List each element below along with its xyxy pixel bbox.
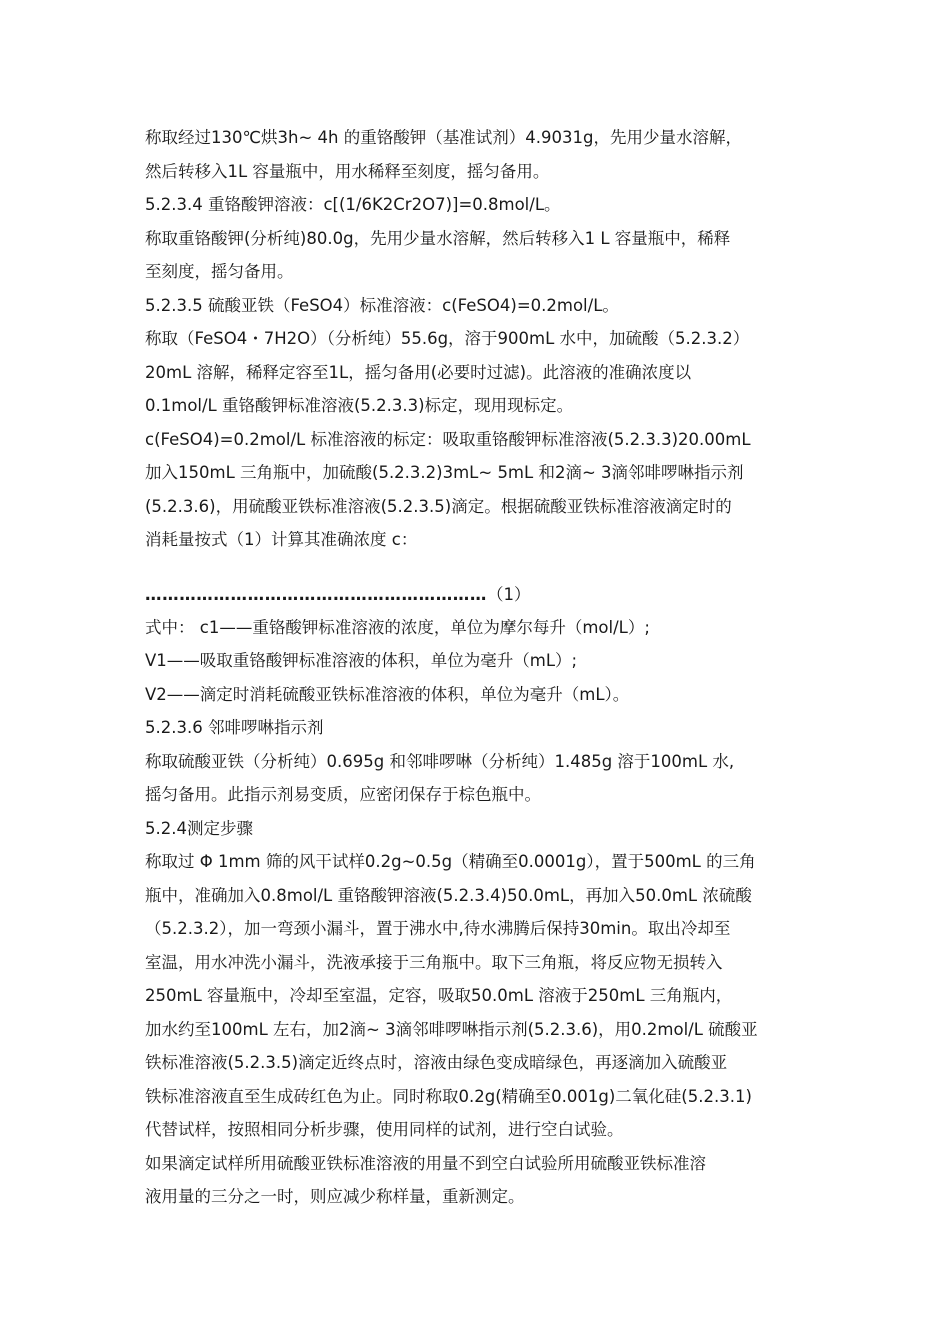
section-heading-5-2-3-4: 5.2.3.4 重铬酸钾溶液：c[(1/6K2Cr2O7)]=0.8mol/L。 bbox=[145, 195, 561, 214]
document-body bbox=[145, 121, 815, 1214]
text-line: 加入150mL 三角瓶中，加硫酸(5.2.3.2)3mL~ 5mL 和2滴~ 3滴邻啡啰啉指示剂 bbox=[145, 463, 744, 482]
text-line: 瓶中，准确加入0.8mol/L 重铬酸钾溶液(5.2.3.4)50.0mL，再加入50.0mL 浓硫酸 bbox=[145, 885, 752, 905]
text-line: 称取（FeSO4・7H2O）（分析纯）55.6g，溶于900mL 水中，加硫酸（5.2.3.2） bbox=[145, 329, 750, 348]
text-line: 称取经过130℃烘3h~ 4h 的重铬酸钾（基准试剂）4.9031g，先用少量水溶解， bbox=[145, 128, 742, 147]
text-line: 称取硫酸亚铁（分析纯）0.695g 和邻啡啰啉（分析纯）1.485g 溶于100mL 水, bbox=[145, 751, 735, 771]
text-line: 250mL 容量瓶中，冷却至室温，定容，吸取50.0mL 溶液于250mL 三角瓶内， bbox=[145, 986, 733, 1005]
text-line: 称取重铬酸钾(分析纯)80.0g，先用少量水溶解，然后转移入1 L 容量瓶中，稀释 bbox=[145, 228, 731, 248]
text-line: 代替试样，按照相同分析步骤，使用同样的试剂，进行空白试验。 bbox=[145, 1120, 624, 1139]
text-line: 室温，用水冲洗小漏斗，洗液承接于三角瓶中。取下三角瓶，将反应物无损转入 bbox=[145, 952, 723, 972]
text-line: （5.2.3.2），加一弯颈小漏斗，置于沸水中,待水沸腾后保持30min。取出冷却至 bbox=[145, 919, 731, 938]
formula-leader-dots: …………………………………………………… bbox=[145, 584, 487, 604]
text-line: 铁标准溶液(5.2.3.5)滴定近终点时，溶液由绿色变成暗绿色，再逐滴加入硫酸亚 bbox=[145, 1053, 728, 1072]
text-line: (5.2.3.6)，用硫酸亚铁标准溶液(5.2.3.5)滴定。根据硫酸亚铁标准溶液滴定时的 bbox=[145, 496, 732, 516]
text-line: 液用量的三分之一时，则应减少称样量，重新测定。 bbox=[145, 1187, 525, 1206]
text-line: 如果滴定试样所用硫酸亚铁标准溶液的用量不到空白试验所用硫酸亚铁标准溶 bbox=[145, 1153, 706, 1173]
formula-gap bbox=[145, 557, 815, 579]
section-heading-5-2-3-6: 5.2.3.6 邻啡啰啉指示剂 bbox=[145, 718, 324, 737]
text-line: 式中： c1——重铬酸钾标准溶液的浓度，单位为摩尔每升（mol/L）; bbox=[145, 617, 650, 637]
text-line: 铁标准溶液直至生成砖红色为止。同时称取0.2g(精确至0.001g)二氧化硅(5.2.3.1) bbox=[145, 1086, 752, 1106]
text-line: V1——吸取重铬酸钾标准溶液的体积，单位为毫升（mL）; bbox=[145, 651, 578, 670]
formula-line bbox=[145, 579, 815, 611]
text-line: 消耗量按式（1）计算其准确浓度 c： bbox=[145, 530, 418, 549]
formula-number: （1） bbox=[487, 584, 531, 604]
text-line: 摇匀备用。此指示剂易变质，应密闭保存于棕色瓶中。 bbox=[145, 785, 541, 804]
text-line: 20mL 溶解，稀释定容至1L，摇匀备用(必要时过滤)。此溶液的准确浓度以 bbox=[145, 362, 692, 382]
text-line: c(FeSO4)=0.2mol/L 标准溶液的标定：吸取重铬酸钾标准溶液(5.2.3.3)20.00mL bbox=[145, 429, 751, 449]
section-heading-5-2-3-5: 5.2.3.5 硫酸亚铁（FeSO4）标准溶液：c(FeSO4)=0.2mol/L。 bbox=[145, 295, 619, 315]
text-line: 称取过 Φ 1mm 筛的风干试样0.2g~0.5g（精确至0.0001g），置于500mL 的三角 bbox=[145, 852, 756, 871]
section-heading-5-2-4: 5.2.4测定步骤 bbox=[145, 818, 253, 838]
text-line: 然后转移入1L 容量瓶中，用水稀释至刻度，摇匀备用。 bbox=[145, 161, 550, 181]
text-line: 0.1mol/L 重铬酸钾标准溶液(5.2.3.3)标定，现用现标定。 bbox=[145, 396, 574, 415]
text-line: 加水约至100mL 左右，加2滴~ 3滴邻啡啰啉指示剂(5.2.3.6)，用0.2mol/L 硫酸亚 bbox=[145, 1019, 758, 1039]
text-line: V2——滴定时消耗硫酸亚铁标准溶液的体积，单位为毫升（mL）。 bbox=[145, 684, 630, 704]
text-line: 至刻度，摇匀备用。 bbox=[145, 262, 294, 281]
